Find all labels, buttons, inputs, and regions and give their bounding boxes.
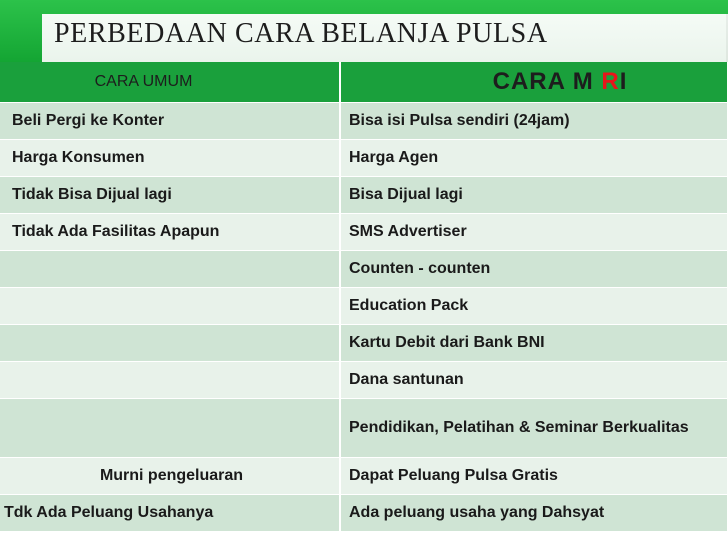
table-cell-left: [0, 325, 340, 362]
table-cell-left: [0, 288, 340, 325]
table-row: [0, 325, 728, 362]
table-row: [0, 140, 728, 177]
header-cara-mri: [340, 62, 728, 103]
table-cell-right: Counten - counten: [340, 251, 728, 288]
table-cell-right: Harga Agen: [340, 140, 728, 177]
table-cell-right: SMS Advertiser: [340, 214, 728, 251]
table-cell-left: Tdk Ada Peluang Usahanya: [0, 495, 340, 532]
table-cell-left: [0, 251, 340, 288]
table-cell-left: Harga Konsumen: [0, 140, 340, 177]
table-row: [0, 288, 728, 325]
header-cara-umum: CARA UMUM: [0, 62, 340, 103]
table-cell-left: [0, 399, 340, 458]
header-cara-mri-prefix: CARA M: [492, 68, 602, 95]
table-row: [0, 362, 728, 399]
table-row: [0, 214, 728, 251]
table-cell-right: Dapat Peluang Pulsa Gratis: [340, 458, 728, 495]
comparison-table: [0, 62, 728, 532]
table-cell-right: Bisa isi Pulsa sendiri (24jam): [340, 103, 728, 140]
header-cara-mri-red-letter: R: [601, 68, 620, 95]
table-row: [0, 495, 728, 532]
table-cell-right: Pendidikan, Pelatihan & Seminar Berkualitas: [340, 399, 728, 458]
table-cell-right: Kartu Debit dari Bank BNI: [340, 325, 728, 362]
table-row: [0, 103, 728, 140]
slide-title: PERBEDAAN CARA BELANJA PULSA: [54, 18, 548, 49]
table-cell-right: Bisa Dijual lagi: [340, 177, 728, 214]
table-row: [0, 458, 728, 495]
header-cara-mri-suffix: I: [619, 68, 628, 95]
table-row: [0, 399, 728, 458]
table-cell-right: Dana santunan: [340, 362, 728, 399]
table-cell-right: Education Pack: [340, 288, 728, 325]
table-row: [0, 251, 728, 288]
table-cell-left: Tidak Ada Fasilitas Apapun: [0, 214, 340, 251]
table-cell-left: Tidak Bisa Dijual lagi: [0, 177, 340, 214]
table-cell-left: Murni pengeluaran: [0, 458, 340, 495]
footer-divider: [0, 541, 728, 546]
table-cell-left: Beli Pergi ke Konter: [0, 103, 340, 140]
table-cell-left: [0, 362, 340, 399]
table-cell-right: Ada peluang usaha yang Dahsyat: [340, 495, 728, 532]
table-header-row: [0, 62, 728, 103]
table-row: [0, 177, 728, 214]
